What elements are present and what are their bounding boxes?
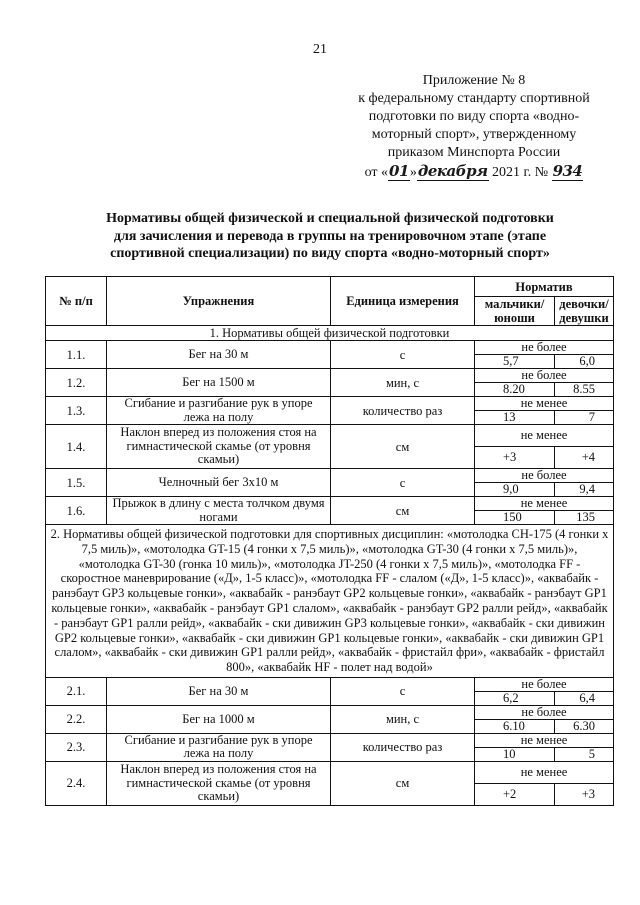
row-num: 1.1.	[46, 341, 107, 369]
date-separator: »	[409, 165, 417, 180]
row-num: 1.6.	[46, 497, 107, 525]
section-2-heading: 2. Нормативы общей физической подготовки для спортивных дисциплин: «мотолодка СН-175 (4 гонки х 7,5 миль)», «мотолодка GT-15 (4 гонки х 7,5 миль)», «мотолодка GT-30 (4 гонки х 7,5 миль)», «мотолодка GT-30 (гонка 10 миль)», «мотолодка JT-250 (4 гонки х 7,5 миль)», «мотолодка FF - скоростное маневрирование («Д», 1-5 класс)», «мотолодка FF - слалом («Д», 1-5 класс)», «аквабайк - ранэбаут GP3 кольцевые гонки», «аквабайк - ранэбаут GP2 кольцевые гонки», «аквабайк - ранэбаут GP1 кольцевые гонки», «аквабайк - ранэбаут GP1 слалом», «аквабайк - ранэбаут GP2 ралли рейд», «аквабайк - ранэбаут GP1 ралли рейд», «аквабайк - ски дивижин GP3 кольцевые гонки», «аквабайк - ски дивижин GP2 кольцевые гонки», «аквабайк - ски дивижин GP1 кольцевые гонки», «аквабайк - ски дивижин GP1 слалом», «аквабайк - ски дивижин GP1 ралли рейд», «аквабайк - фристайл фри», «аквабайк - фристайл 800», «аквабайк HF - полет над водой»	[46, 525, 614, 678]
row-num: 2.4.	[46, 761, 107, 805]
row-exercise: Челночный бег 3x10 м	[107, 469, 331, 497]
appendix-line-4: моторный спорт», утвержденному	[371, 127, 577, 142]
row-value-girls: 6,4	[555, 691, 614, 705]
row-condition: не более	[475, 677, 614, 691]
row-unit: количество раз	[331, 397, 475, 425]
row-num: 1.3.	[46, 397, 107, 425]
header-norm: Норматив	[475, 277, 614, 297]
row-exercise: Прыжок в длину с места толчком двумя ногами	[107, 497, 331, 525]
table-row	[46, 761, 614, 783]
row-value-girls: 7	[555, 411, 614, 425]
header-girls: девочки/ девушки	[555, 297, 614, 326]
handwritten-month: декабря	[417, 162, 488, 180]
row-exercise: Бег на 1000 м	[107, 705, 331, 733]
table-row	[46, 397, 614, 411]
row-value-girls: 9,4	[555, 483, 614, 497]
table-row	[46, 425, 614, 447]
row-condition: не менее	[475, 425, 614, 447]
row-value-boys: 13	[475, 411, 555, 425]
document-title	[60, 210, 600, 263]
row-num: 1.5.	[46, 469, 107, 497]
table-row	[46, 497, 614, 511]
row-exercise: Бег на 30 м	[107, 677, 331, 705]
date-prefix: от «	[364, 165, 389, 180]
section-1-rows	[46, 341, 614, 525]
row-value-boys: 6.10	[475, 719, 555, 733]
table-row	[46, 469, 614, 483]
row-condition: не менее	[475, 761, 614, 783]
row-condition: не более	[475, 341, 614, 355]
header-boys: мальчики/ юноши	[475, 297, 555, 326]
row-value-girls: +3	[555, 783, 614, 805]
row-unit: количество раз	[331, 733, 475, 761]
row-value-boys: 5,7	[475, 355, 555, 369]
table-row	[46, 369, 614, 383]
section-1-heading: 1. Нормативы общей физической подготовки	[46, 326, 614, 341]
row-value-girls: +4	[555, 447, 614, 469]
row-value-boys: +2	[475, 783, 555, 805]
row-value-boys: 9,0	[475, 483, 555, 497]
row-unit: мин, с	[331, 705, 475, 733]
row-value-boys: 6,2	[475, 691, 555, 705]
appendix-line-2: к федеральному стандарту спортивной	[358, 91, 590, 106]
title-line-2: для зачисления и перевода в группы на тренировочном этапе (этапе	[113, 228, 547, 244]
row-exercise: Наклон вперед из положения стоя на гимнастической скамье (от уровня скамьи)	[107, 425, 331, 469]
table-row	[46, 733, 614, 747]
row-num: 1.2.	[46, 369, 107, 397]
appendix-line-3: подготовки по виду спорта «водно-	[368, 109, 580, 124]
appendix-block	[344, 72, 604, 182]
row-condition: не менее	[475, 497, 614, 511]
row-value-boys: +3	[475, 447, 555, 469]
row-unit: с	[331, 469, 475, 497]
row-condition: не более	[475, 369, 614, 383]
row-value-girls: 135	[555, 511, 614, 525]
row-unit: см	[331, 497, 475, 525]
table-row	[46, 705, 614, 719]
row-value-girls: 6,0	[555, 355, 614, 369]
row-exercise: Наклон вперед из положения стоя на гимнастической скамье (от уровня скамьи)	[107, 761, 331, 805]
handwritten-order-number: 934	[552, 162, 583, 180]
row-value-boys: 10	[475, 747, 555, 761]
title-line-3: спортивной специализации) по виду спорта «водно-моторный спорт»	[110, 246, 550, 261]
row-unit: см	[331, 761, 475, 805]
header-exercise: Упражнения	[107, 277, 331, 326]
row-condition: не менее	[475, 397, 614, 411]
order-date-line	[344, 162, 604, 182]
row-unit: см	[331, 425, 475, 469]
row-value-boys: 150	[475, 511, 555, 525]
row-num: 2.1.	[46, 677, 107, 705]
appendix-line-1: Приложение № 8	[422, 73, 526, 88]
row-value-boys: 8.20	[475, 383, 555, 397]
title-line-1: Нормативы общей физической и специальной физической подготовки	[106, 211, 554, 226]
row-value-girls: 5	[555, 747, 614, 761]
row-condition: не более	[475, 469, 614, 483]
table-row	[46, 341, 614, 355]
handwritten-day: 01	[389, 162, 409, 180]
header-num: № п/п	[46, 277, 107, 326]
row-num: 2.2.	[46, 705, 107, 733]
table-row	[46, 677, 614, 691]
row-num: 1.4.	[46, 425, 107, 469]
section-2-rows	[46, 677, 614, 805]
appendix-line-5: приказом Минспорта России	[387, 145, 561, 160]
row-unit: с	[331, 677, 475, 705]
row-exercise: Бег на 30 м	[107, 341, 331, 369]
row-value-girls: 6.30	[555, 719, 614, 733]
page-number: 21	[313, 42, 327, 57]
row-value-girls: 8.55	[555, 383, 614, 397]
date-year: 2021 г. №	[492, 165, 549, 180]
row-exercise: Сгибание и разгибание рук в упоре лежа на полу	[107, 733, 331, 761]
row-unit: с	[331, 341, 475, 369]
row-exercise: Сгибание и разгибание рук в упоре лежа на полу	[107, 397, 331, 425]
header-unit: Единица измерения	[331, 277, 475, 326]
row-condition: не менее	[475, 733, 614, 747]
norms-table	[45, 276, 614, 806]
row-condition: не более	[475, 705, 614, 719]
row-num: 2.3.	[46, 733, 107, 761]
row-unit: мин, с	[331, 369, 475, 397]
row-exercise: Бег на 1500 м	[107, 369, 331, 397]
